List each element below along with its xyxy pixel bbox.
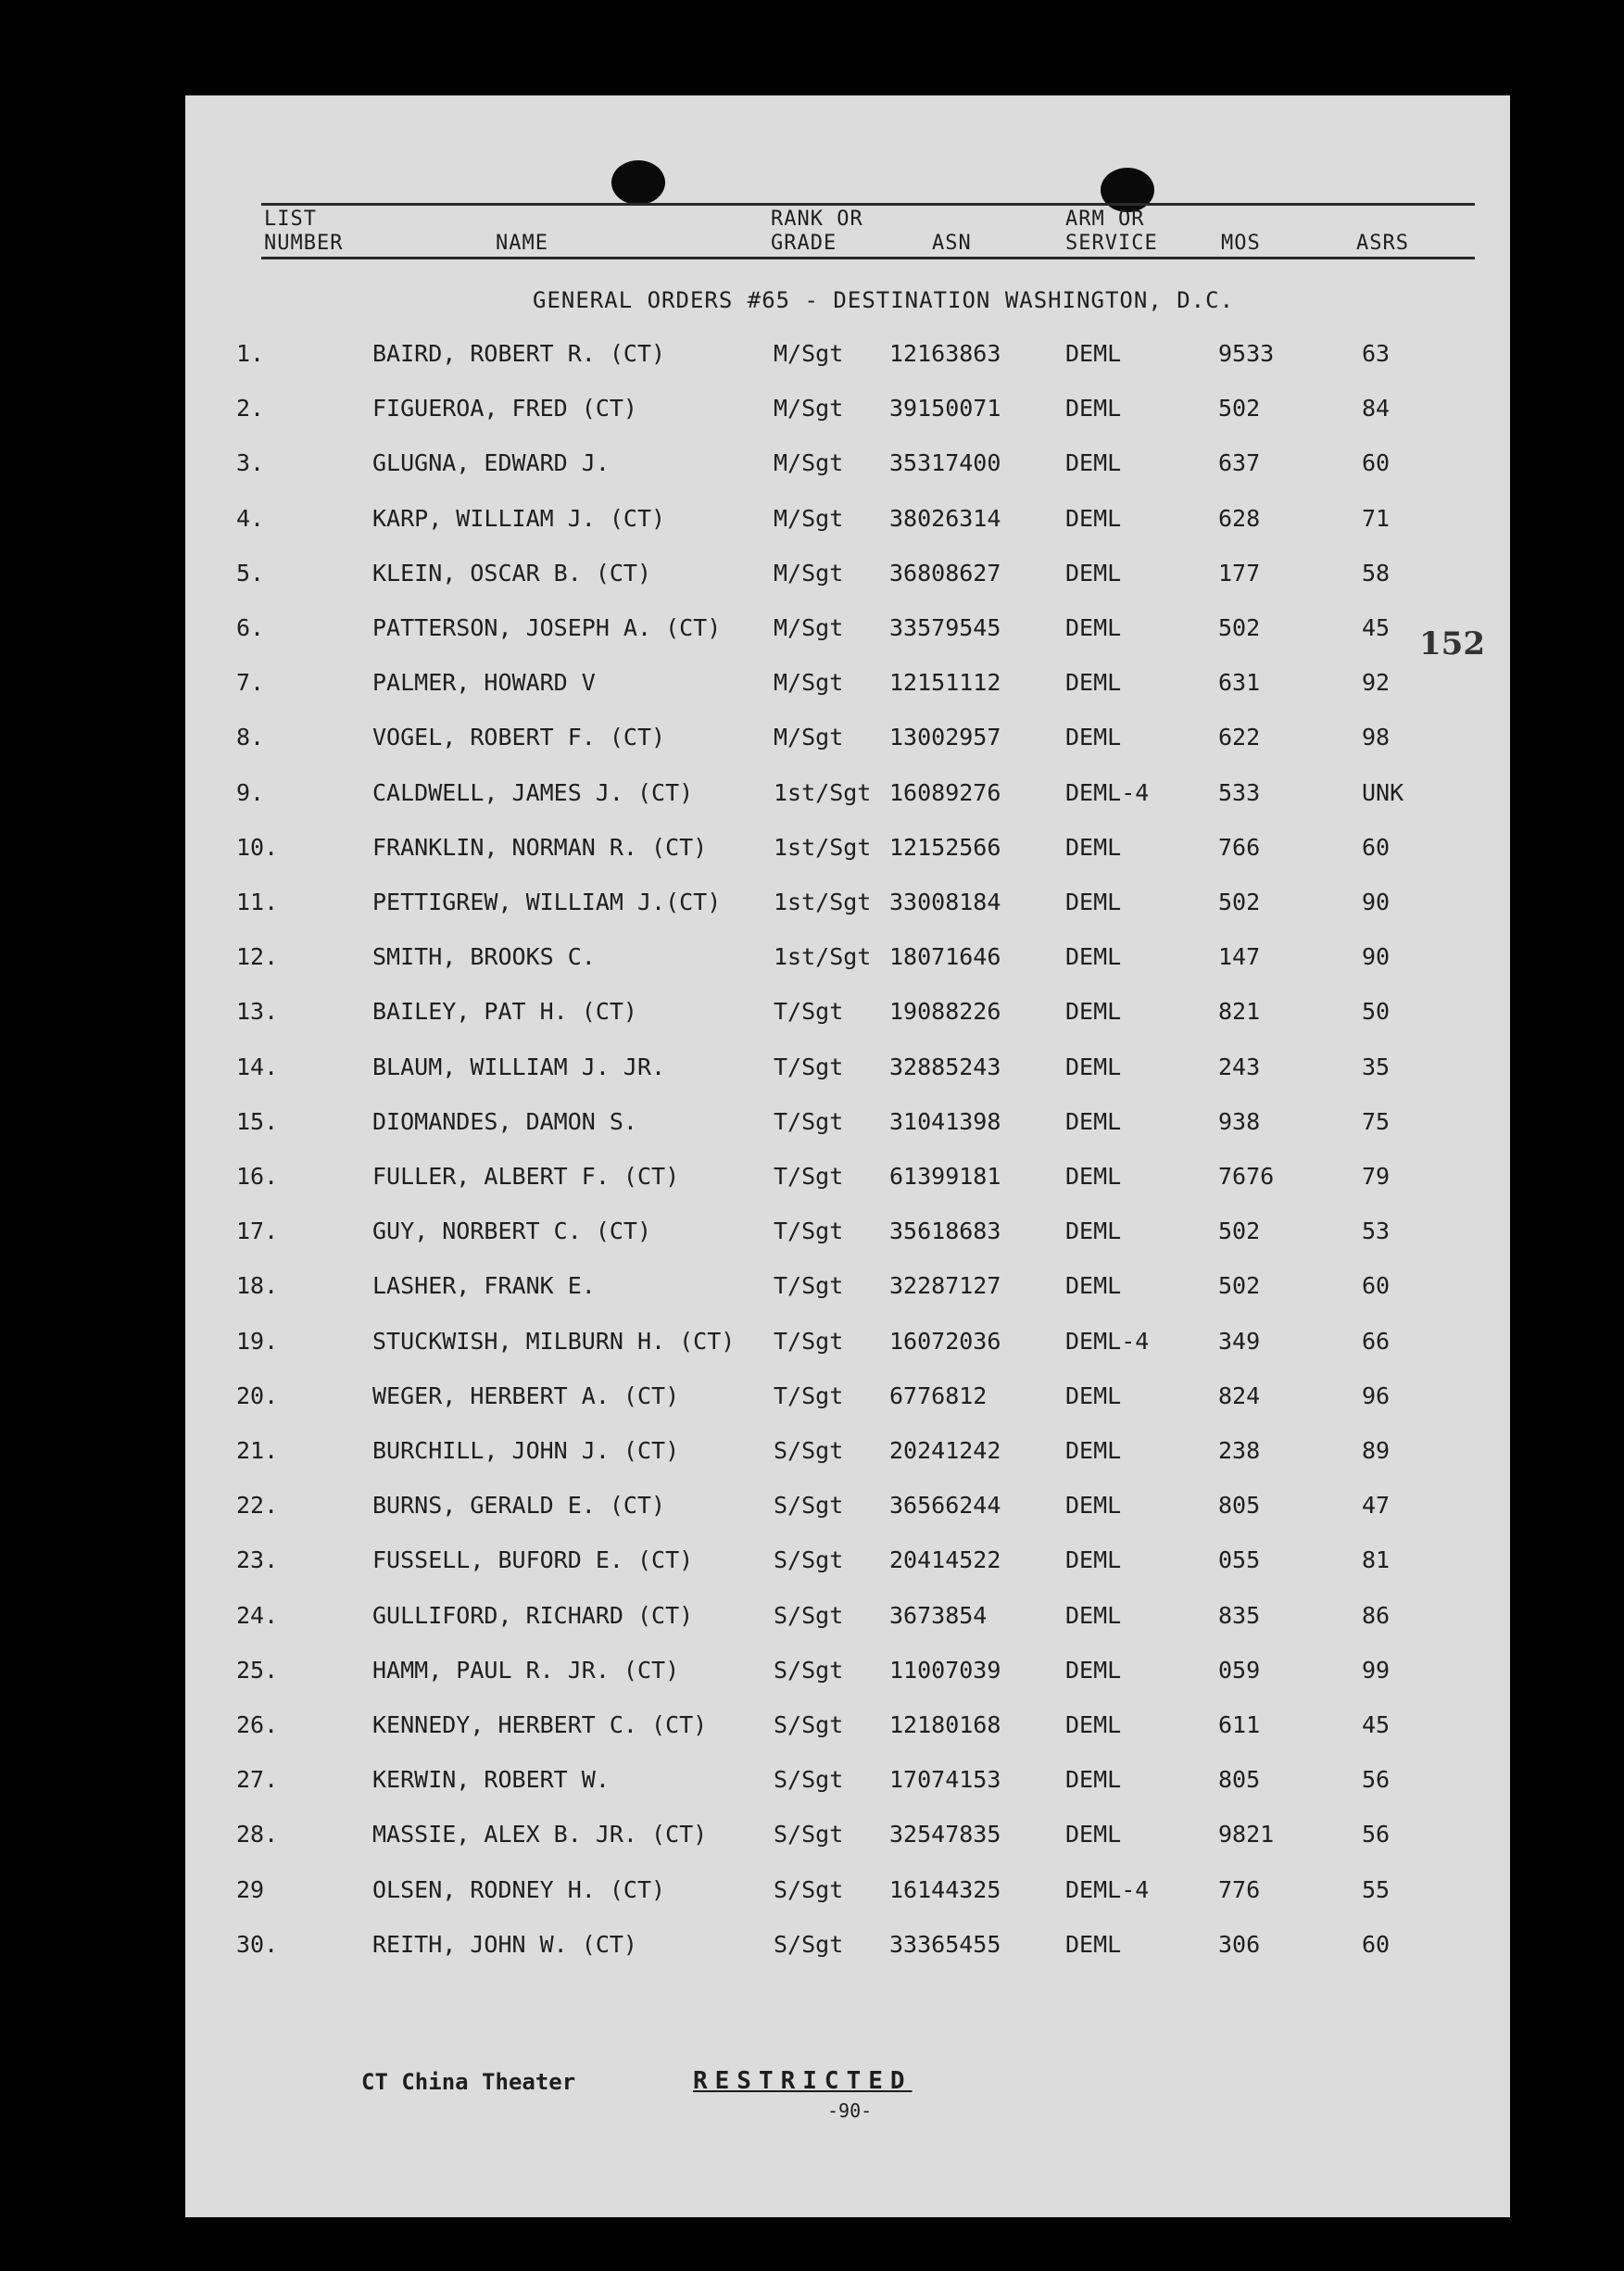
table-row [185, 1753, 1510, 1808]
asrs-cell: 96 [1362, 1382, 1391, 1409]
arm-service-cell: DEML [1065, 943, 1122, 971]
list-number-cell: 1. [236, 340, 265, 367]
name-cell: REITH, JOHN W. (CT) [372, 1930, 637, 1958]
arm-service-cell: DEML [1065, 449, 1122, 477]
list-number-cell: 4. [236, 504, 265, 532]
asn-cell: 11007039 [889, 1656, 1001, 1684]
mos-cell: 147 [1218, 943, 1261, 971]
table-row [185, 876, 1510, 930]
asn-cell: 32287127 [889, 1272, 1001, 1300]
list-number-cell: 19. [236, 1327, 279, 1355]
rank-cell: S/Sgt [774, 1711, 844, 1738]
table-row [185, 766, 1510, 821]
asn-cell: 32547835 [889, 1821, 1001, 1848]
table-row [185, 1479, 1510, 1533]
rank-cell: 1st/Sgt [774, 833, 872, 861]
asrs-cell: 45 [1362, 614, 1391, 641]
name-cell: CALDWELL, JAMES J. (CT) [372, 778, 694, 806]
mos-cell: 622 [1218, 724, 1261, 751]
list-number-cell: 13. [236, 998, 279, 1026]
table-row [185, 327, 1510, 382]
asrs-cell: 98 [1362, 724, 1391, 751]
name-cell: PETTIGREW, WILLIAM J.(CT) [372, 889, 722, 915]
header-asrs: ASRS [1356, 232, 1409, 255]
asn-cell: 13002957 [889, 724, 1001, 751]
asrs-cell: 47 [1362, 1492, 1391, 1520]
table-row [185, 1095, 1510, 1150]
list-number-cell: 2. [236, 395, 265, 423]
rank-cell: T/Sgt [774, 1382, 844, 1409]
asn-cell: 12151112 [889, 669, 1001, 697]
rank-cell: S/Sgt [774, 1656, 844, 1684]
rank-cell: 1st/Sgt [774, 889, 872, 915]
name-cell: KLEIN, OSCAR B. (CT) [372, 559, 652, 587]
list-number-cell: 21. [236, 1437, 279, 1464]
mos-cell: 9821 [1218, 1821, 1275, 1848]
asrs-cell: 50 [1362, 998, 1391, 1026]
arm-service-cell: DEML-4 [1065, 1327, 1150, 1355]
header-rank-or-grade: RANK OR GRADE [771, 208, 863, 255]
rank-cell: T/Sgt [774, 1272, 844, 1300]
mos-cell: 055 [1218, 1546, 1261, 1574]
name-cell: BURCHILL, JOHN J. (CT) [372, 1437, 680, 1464]
asn-cell: 39150071 [889, 395, 1001, 423]
table-row [185, 1533, 1510, 1588]
asrs-cell: UNK [1362, 778, 1404, 806]
list-number-cell: 11. [236, 889, 279, 915]
arm-service-cell: DEML [1065, 1766, 1122, 1794]
asn-cell: 33579545 [889, 614, 1001, 641]
list-number-cell: 22. [236, 1492, 279, 1520]
arm-service-cell: DEML [1065, 1053, 1122, 1080]
list-number-cell: 23. [236, 1546, 279, 1574]
arm-service-cell: DEML [1065, 395, 1122, 423]
rank-cell: M/Sgt [774, 724, 844, 751]
asrs-cell: 89 [1362, 1437, 1391, 1464]
arm-service-cell: DEML-4 [1065, 778, 1150, 806]
mos-cell: 766 [1218, 833, 1261, 861]
asrs-cell: 81 [1362, 1546, 1391, 1574]
name-cell: GUY, NORBERT C. (CT) [372, 1218, 652, 1245]
mos-cell: 243 [1218, 1053, 1261, 1080]
rank-cell: S/Sgt [774, 1875, 844, 1903]
asrs-cell: 75 [1362, 1107, 1391, 1135]
name-cell: KENNEDY, HERBERT C. (CT) [372, 1711, 708, 1738]
table-row [185, 1808, 1510, 1862]
name-cell: MASSIE, ALEX B. JR. (CT) [372, 1821, 708, 1848]
name-cell: PATTERSON, JOSEPH A. (CT) [372, 614, 722, 641]
list-number-cell: 30. [236, 1930, 279, 1958]
mos-cell: 628 [1218, 504, 1261, 532]
name-cell: FULLER, ALBERT F. (CT) [372, 1163, 680, 1190]
rank-cell: T/Sgt [774, 1327, 844, 1355]
asrs-cell: 58 [1362, 559, 1391, 587]
mos-cell: 805 [1218, 1492, 1261, 1520]
mos-cell: 835 [1218, 1601, 1261, 1629]
table-row [185, 492, 1510, 547]
asn-cell: 17074153 [889, 1766, 1001, 1794]
asn-cell: 20241242 [889, 1437, 1001, 1464]
list-number-cell: 26. [236, 1711, 279, 1738]
list-number-cell: 5. [236, 559, 265, 587]
name-cell: GLUGNA, EDWARD J. [372, 449, 610, 477]
asrs-cell: 55 [1362, 1875, 1391, 1903]
list-number-cell: 20. [236, 1382, 279, 1409]
asn-cell: 19088226 [889, 998, 1001, 1026]
asn-cell: 12163863 [889, 340, 1001, 367]
name-cell: HAMM, PAUL R. JR. (CT) [372, 1656, 680, 1684]
asrs-cell: 86 [1362, 1601, 1391, 1629]
punch-hole [611, 160, 665, 205]
asrs-cell: 84 [1362, 395, 1391, 423]
arm-service-cell: DEML [1065, 724, 1122, 751]
asrs-cell: 99 [1362, 1656, 1391, 1684]
arm-service-cell: DEML [1065, 1546, 1122, 1574]
name-cell: BAILEY, PAT H. (CT) [372, 998, 637, 1026]
name-cell: BAIRD, ROBERT R. (CT) [372, 340, 666, 367]
table-row [185, 1205, 1510, 1259]
asrs-cell: 60 [1362, 833, 1391, 861]
asrs-cell: 71 [1362, 504, 1391, 532]
rank-cell: M/Sgt [774, 614, 844, 641]
asrs-cell: 60 [1362, 449, 1391, 477]
rank-cell: T/Sgt [774, 1107, 844, 1135]
mos-cell: 502 [1218, 614, 1261, 641]
name-cell: FRANKLIN, NORMAN R. (CT) [372, 833, 708, 861]
mos-cell: 9533 [1218, 340, 1275, 367]
asrs-cell: 79 [1362, 1163, 1391, 1190]
asn-cell: 33008184 [889, 889, 1001, 915]
mos-cell: 502 [1218, 889, 1261, 915]
table-row [185, 547, 1510, 601]
mos-cell: 824 [1218, 1382, 1261, 1409]
asrs-cell: 92 [1362, 669, 1391, 697]
arm-service-cell: DEML [1065, 1437, 1122, 1464]
mos-cell: 238 [1218, 1437, 1261, 1464]
classification-marking: RESTRICTED [693, 2067, 913, 2095]
rank-cell: M/Sgt [774, 449, 844, 477]
list-number-cell: 16. [236, 1163, 279, 1190]
list-number-cell: 24. [236, 1601, 279, 1629]
rank-cell: T/Sgt [774, 1163, 844, 1190]
arm-service-cell: DEML [1065, 1711, 1122, 1738]
rank-cell: 1st/Sgt [774, 778, 872, 806]
asrs-cell: 66 [1362, 1327, 1391, 1355]
list-number-cell: 9. [236, 778, 265, 806]
name-cell: PALMER, HOWARD V [372, 669, 596, 697]
asn-cell: 3673854 [889, 1601, 988, 1629]
table-row [185, 821, 1510, 876]
list-number-cell: 14. [236, 1053, 279, 1080]
name-cell: DIOMANDES, DAMON S. [372, 1107, 637, 1135]
list-number-cell: 10. [236, 833, 279, 861]
mos-cell: 821 [1218, 998, 1261, 1026]
table-row [185, 1369, 1510, 1424]
arm-service-cell: DEML [1065, 1821, 1122, 1848]
table-row [185, 1041, 1510, 1095]
mos-cell: 776 [1218, 1875, 1261, 1903]
table-row [185, 436, 1510, 491]
asn-cell: 35618683 [889, 1218, 1001, 1245]
asn-cell: 36566244 [889, 1492, 1001, 1520]
name-cell: STUCKWISH, MILBURN H. (CT) [372, 1327, 736, 1355]
table-row [185, 1863, 1510, 1918]
rank-cell: 1st/Sgt [774, 943, 872, 971]
list-number-cell: 6. [236, 614, 265, 641]
name-cell: KERWIN, ROBERT W. [372, 1766, 610, 1794]
header-mos: MOS [1221, 232, 1261, 255]
mos-cell: 306 [1218, 1930, 1261, 1958]
list-number-cell: 12. [236, 943, 279, 971]
asn-cell: 31041398 [889, 1107, 1001, 1135]
rank-cell: M/Sgt [774, 504, 844, 532]
name-cell: BURNS, GERALD E. (CT) [372, 1492, 666, 1520]
asn-cell: 32885243 [889, 1053, 1001, 1080]
name-cell: LASHER, FRANK E. [372, 1272, 596, 1300]
rank-cell: S/Sgt [774, 1930, 844, 1958]
mos-cell: 7676 [1218, 1163, 1275, 1190]
asn-cell: 16072036 [889, 1327, 1001, 1355]
asn-cell: 6776812 [889, 1382, 988, 1409]
rank-cell: S/Sgt [774, 1437, 844, 1464]
list-number-cell: 3. [236, 449, 265, 477]
mos-cell: 637 [1218, 449, 1261, 477]
asrs-cell: 90 [1362, 889, 1391, 915]
footer-legend: CT China Theater [361, 2069, 576, 2095]
asrs-cell: 56 [1362, 1766, 1391, 1794]
rank-cell: T/Sgt [774, 1218, 844, 1245]
arm-service-cell: DEML [1065, 1218, 1122, 1245]
asrs-cell: 53 [1362, 1218, 1391, 1245]
arm-service-cell: DEML [1065, 1163, 1122, 1190]
table-row [185, 382, 1510, 436]
rank-cell: M/Sgt [774, 340, 844, 367]
document-page [185, 95, 1510, 2217]
list-number-cell: 28. [236, 1821, 279, 1848]
mos-cell: 502 [1218, 1218, 1261, 1245]
table-row [185, 985, 1510, 1040]
mos-cell: 631 [1218, 669, 1261, 697]
arm-service-cell: DEML [1065, 1272, 1122, 1300]
arm-service-cell: DEML [1065, 559, 1122, 587]
table-row [185, 711, 1510, 765]
asn-cell: 12152566 [889, 833, 1001, 861]
header-bottom-rule [261, 257, 1475, 259]
arm-service-cell: DEML [1065, 1107, 1122, 1135]
name-cell: SMITH, BROOKS C. [372, 943, 596, 971]
table-row [185, 601, 1510, 656]
asn-cell: 16144325 [889, 1875, 1001, 1903]
table-row [185, 656, 1510, 711]
mos-cell: 938 [1218, 1107, 1261, 1135]
table-row [185, 1424, 1510, 1479]
table-row [185, 1589, 1510, 1644]
asn-cell: 33365455 [889, 1930, 1001, 1958]
arm-service-cell: DEML [1065, 614, 1122, 641]
arm-service-cell: DEML [1065, 889, 1122, 915]
header-list-number: LIST NUMBER [264, 208, 344, 255]
list-number-cell: 17. [236, 1218, 279, 1245]
name-cell: KARP, WILLIAM J. (CT) [372, 504, 666, 532]
arm-service-cell: DEML [1065, 1382, 1122, 1409]
orders-title: GENERAL ORDERS #65 - DESTINATION WASHINGTON, D.C. [533, 287, 1235, 313]
asrs-cell: 60 [1362, 1272, 1391, 1300]
header-arm-or-service: ARM OR SERVICE [1065, 208, 1158, 255]
table-row [185, 1644, 1510, 1698]
list-number-cell: 29 [236, 1875, 265, 1903]
name-cell: FIGUEROA, FRED (CT) [372, 395, 637, 423]
arm-service-cell: DEML [1065, 1492, 1122, 1520]
rank-cell: S/Sgt [774, 1821, 844, 1848]
table-row [185, 1259, 1510, 1314]
arm-service-cell: DEML [1065, 504, 1122, 532]
asrs-cell: 90 [1362, 943, 1391, 971]
table-row [185, 1315, 1510, 1369]
table-row [185, 1918, 1510, 1973]
mos-cell: 533 [1218, 778, 1261, 806]
rank-cell: S/Sgt [774, 1601, 844, 1629]
asn-cell: 61399181 [889, 1163, 1001, 1190]
mos-cell: 611 [1218, 1711, 1261, 1738]
name-cell: VOGEL, ROBERT F. (CT) [372, 724, 666, 751]
asn-cell: 16089276 [889, 778, 1001, 806]
arm-service-cell: DEML [1065, 998, 1122, 1026]
asn-cell: 18071646 [889, 943, 1001, 971]
rank-cell: M/Sgt [774, 669, 844, 697]
header-top-rule [261, 203, 1475, 206]
asn-cell: 20414522 [889, 1546, 1001, 1574]
asn-cell: 36808627 [889, 559, 1001, 587]
table-row [185, 1150, 1510, 1205]
name-cell: BLAUM, WILLIAM J. JR. [372, 1053, 666, 1080]
asn-cell: 12180168 [889, 1711, 1001, 1738]
page-stamp: 152 [1419, 625, 1485, 662]
table-row [185, 930, 1510, 985]
name-cell: WEGER, HERBERT A. (CT) [372, 1382, 680, 1409]
asrs-cell: 60 [1362, 1930, 1391, 1958]
list-number-cell: 27. [236, 1766, 279, 1794]
list-number-cell: 15. [236, 1107, 279, 1135]
mos-cell: 177 [1218, 559, 1261, 587]
rank-cell: M/Sgt [774, 395, 844, 423]
arm-service-cell: DEML [1065, 1930, 1122, 1958]
name-cell: GULLIFORD, RICHARD (CT) [372, 1601, 694, 1629]
rank-cell: M/Sgt [774, 559, 844, 587]
rank-cell: S/Sgt [774, 1546, 844, 1574]
asrs-cell: 63 [1362, 340, 1391, 367]
arm-service-cell: DEML [1065, 1656, 1122, 1684]
mos-cell: 502 [1218, 395, 1261, 423]
mos-cell: 502 [1218, 1272, 1261, 1300]
asrs-cell: 35 [1362, 1053, 1391, 1080]
list-number-cell: 18. [236, 1272, 279, 1300]
asn-cell: 38026314 [889, 504, 1001, 532]
name-cell: OLSEN, RODNEY H. (CT) [372, 1875, 666, 1903]
arm-service-cell: DEML-4 [1065, 1875, 1150, 1903]
asrs-cell: 56 [1362, 1821, 1391, 1848]
rank-cell: T/Sgt [774, 1053, 844, 1080]
list-number-cell: 25. [236, 1656, 279, 1684]
mos-cell: 349 [1218, 1327, 1261, 1355]
name-cell: FUSSELL, BUFORD E. (CT) [372, 1546, 694, 1574]
list-number-cell: 8. [236, 724, 265, 751]
arm-service-cell: DEML [1065, 1601, 1122, 1629]
table-row [185, 1698, 1510, 1753]
arm-service-cell: DEML [1065, 833, 1122, 861]
page-number: -90- [827, 2100, 873, 2122]
header-name: NAME [496, 232, 548, 255]
mos-cell: 805 [1218, 1766, 1261, 1794]
asn-cell: 35317400 [889, 449, 1001, 477]
arm-service-cell: DEML [1065, 340, 1122, 367]
rank-cell: T/Sgt [774, 998, 844, 1026]
arm-service-cell: DEML [1065, 669, 1122, 697]
rank-cell: S/Sgt [774, 1766, 844, 1794]
list-number-cell: 7. [236, 669, 265, 697]
asrs-cell: 45 [1362, 1711, 1391, 1738]
mos-cell: 059 [1218, 1656, 1261, 1684]
header-asn: ASN [932, 232, 972, 255]
rank-cell: S/Sgt [774, 1492, 844, 1520]
